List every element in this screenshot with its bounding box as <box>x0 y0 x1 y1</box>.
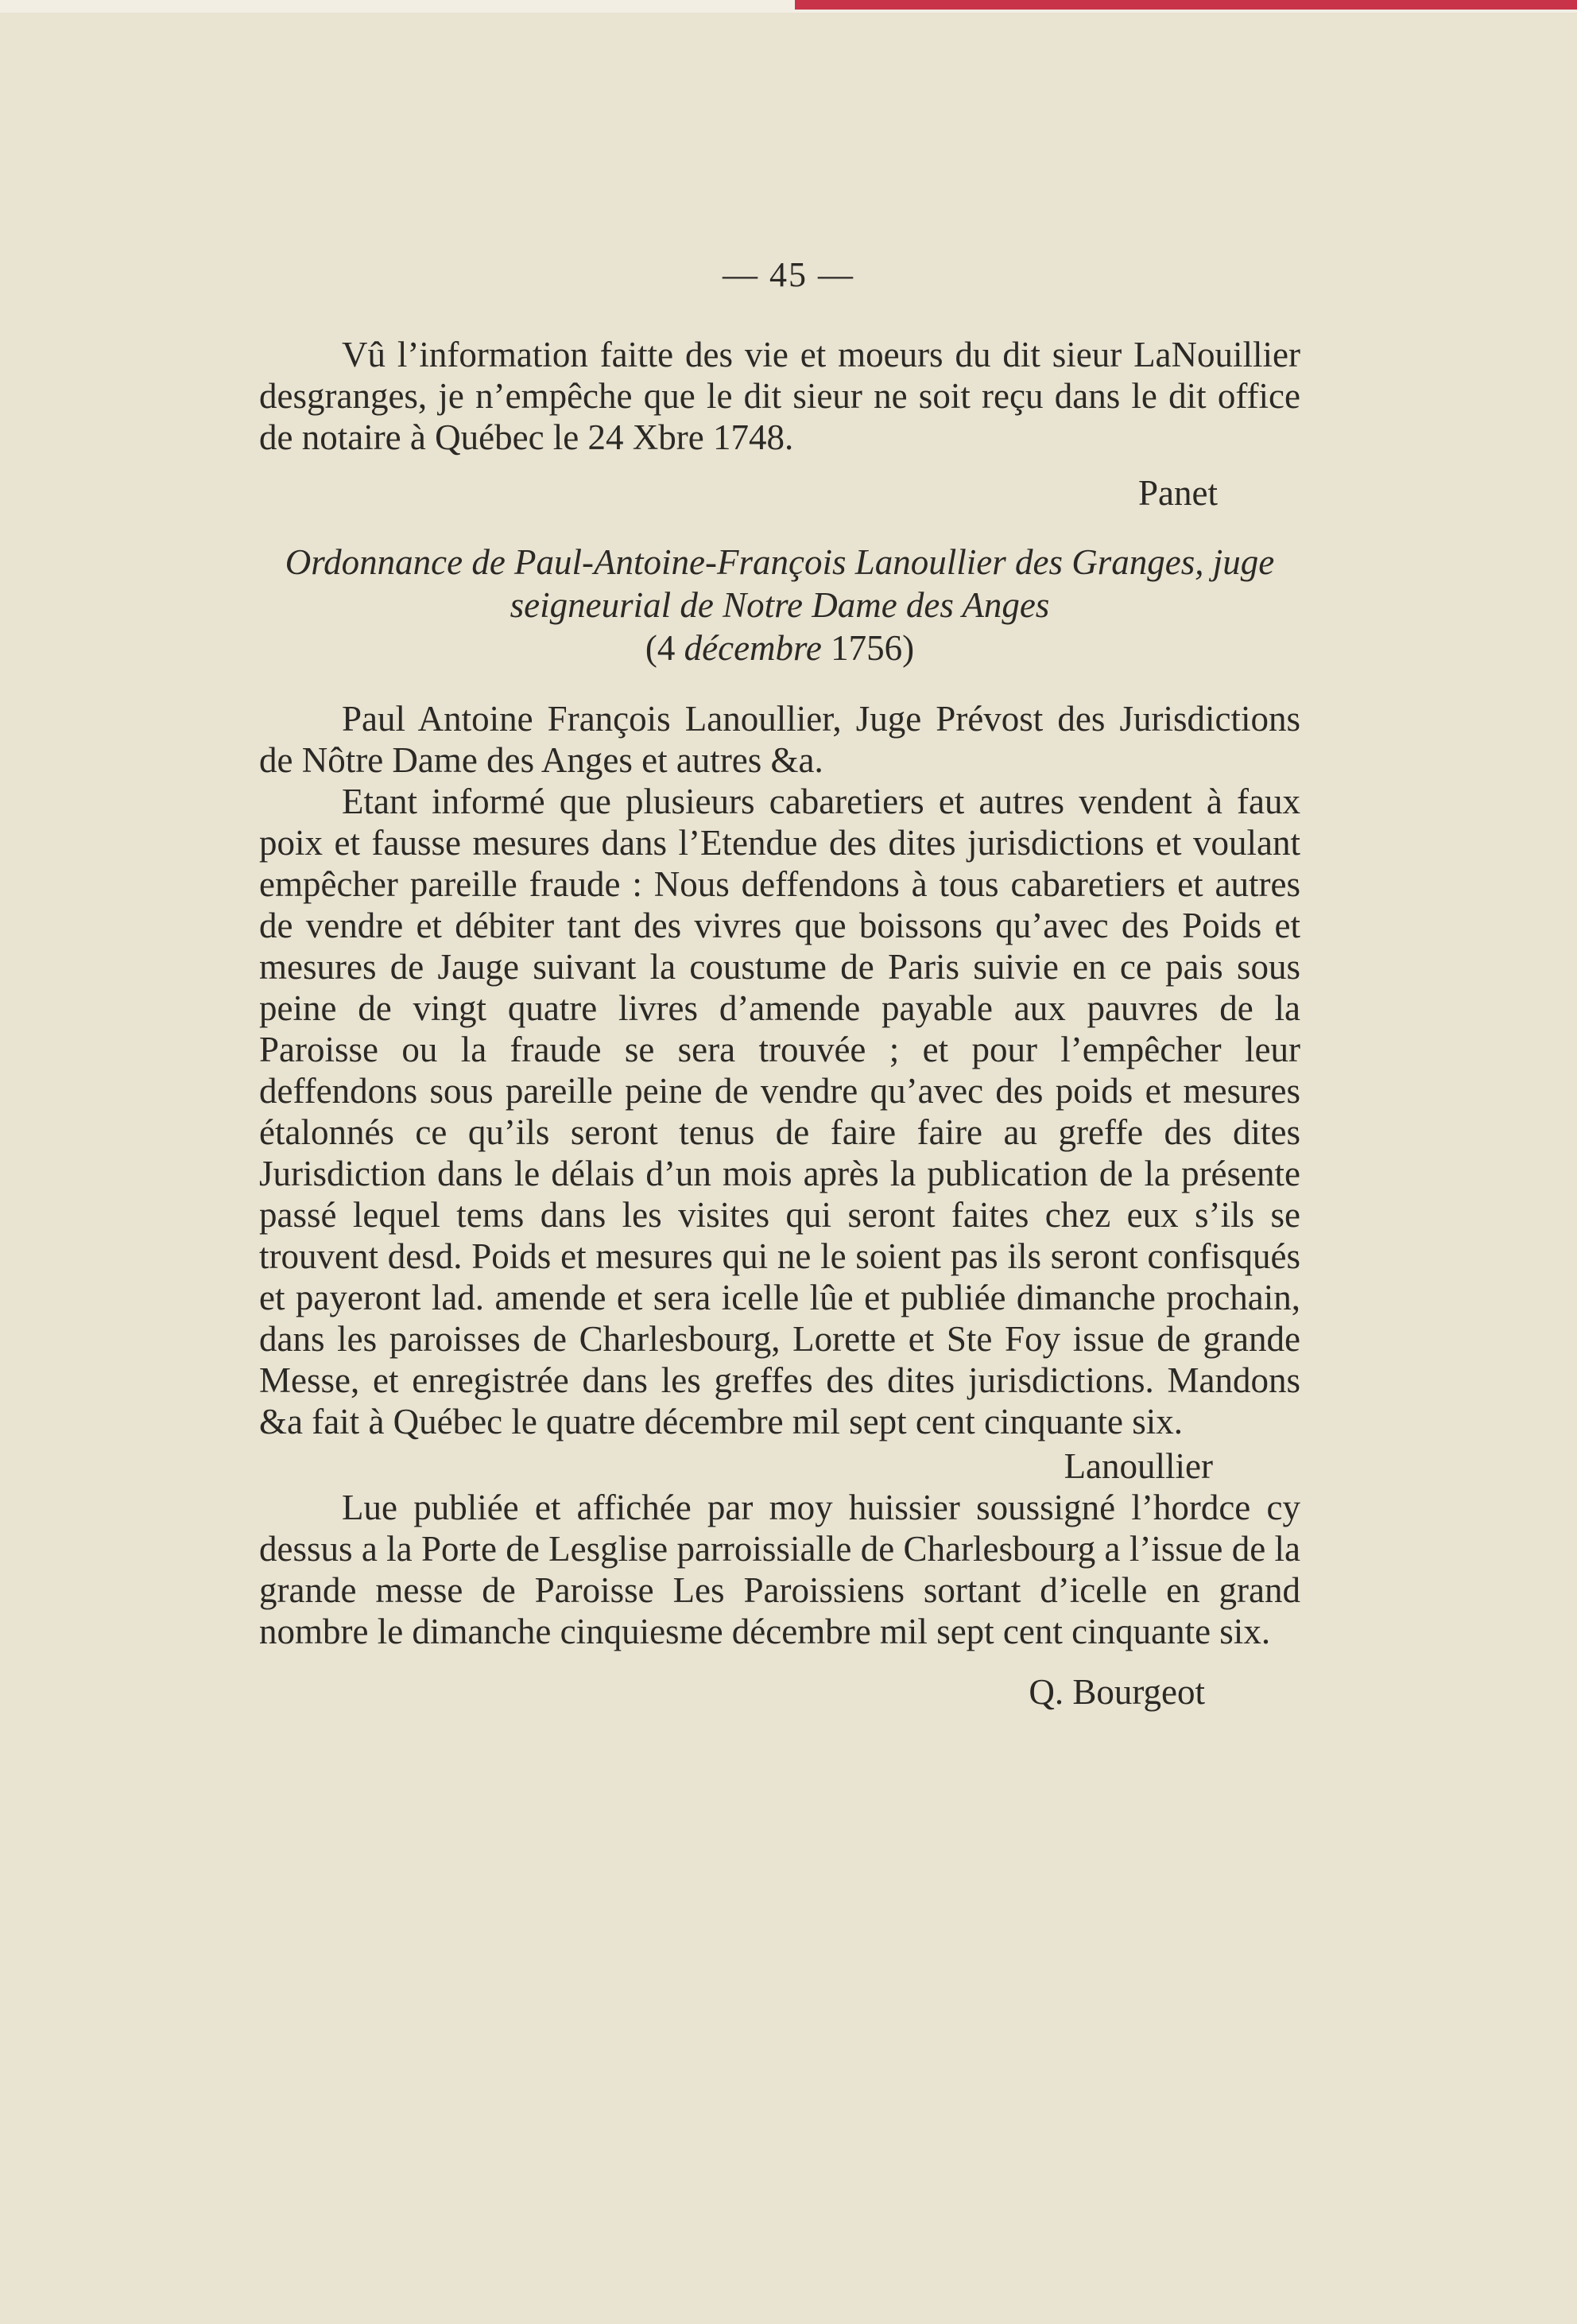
date-month: décembre <box>684 628 822 668</box>
signature-bourgeot: Q. Bourgeot <box>1029 1672 1205 1712</box>
text-column <box>259 334 1300 1713</box>
signature-lanoullier: Lanoullier <box>1064 1446 1213 1486</box>
date-open: (4 <box>645 628 684 668</box>
page-number: — 45 — <box>723 255 854 294</box>
ordinance-heading <box>259 541 1300 669</box>
paragraph-ordinance-body: Etant informé que plusieurs cabaretiers et autres vendent à faux poix et fausse mesures dans l’Etendue des dites jurisdictions et voulant empêcher pareille fraude : Nous deffendons à tous cabaretiers et autres de vendre et débiter tant des vivres que boissons qu’avec des Poids et mesures de Jauge suivant la coustume de Paris suivie en ce pais sous peine de vingt quatre livres d’amende payable aux pauvres de la Paroisse ou la fraude se sera trouvée ; et pour l’empêcher leur deffendons sous pareille peine de vendre qu’avec des poids et mesures étalonnés ce qu’ils seront tenus de faire faire au greffe des dites Jurisdiction dans le délais d’un mois après la publication de la présente passé lequel tems dans les visites qui seront faites chez eux s’ils se trouvent desd. Poids et mesures qui ne le soient pas ils seront confisqués et payeront lad. amende et sera icelle lûe et publiée dimanche prochain, dans les paroisses de Charlesbourg, Lorette et Ste Foy issue de grande Messe, et enregistrée dans les greffes des dites jurisdictions. Mandons &a fait à Québec le quatre décembre mil sept cent cinquante six. <box>259 782 1300 1441</box>
paragraph-information: Vû l’information faitte des vie et moeurs du dit sieur LaNouillier desgranges, je n’empêche que le dit sieur ne soit reçu dans le dit office de notaire à Québec le 24 Xbre 1748. <box>259 335 1300 457</box>
paragraph-judge: Paul Antoine François Lanoullier, Juge Prévost des Jurisdictions de Nôtre Dame des Anges et autres &a. <box>259 699 1300 780</box>
ordinance-title: Ordonnance de Paul-Antoine-François Lanoullier des Granges, juge seigneurial de Notre Dame des Anges <box>285 542 1275 625</box>
paragraph-publication: Lue publiée et affichée par moy huissier soussigné l’hordce cy dessus a la Porte de Lesglise parroissialle de Charlesbourg a l’issue de la grande messe de Paroisse Les Paroissiens sortant d’icelle en grand nombre le dimanche cinquiesme décembre mil sept cent cinquante six. <box>259 1488 1300 1651</box>
red-page-edge <box>795 0 1577 10</box>
ordinance-date <box>259 627 1300 669</box>
date-close: 1756) <box>821 628 915 668</box>
signature-panet: Panet <box>1138 473 1218 513</box>
